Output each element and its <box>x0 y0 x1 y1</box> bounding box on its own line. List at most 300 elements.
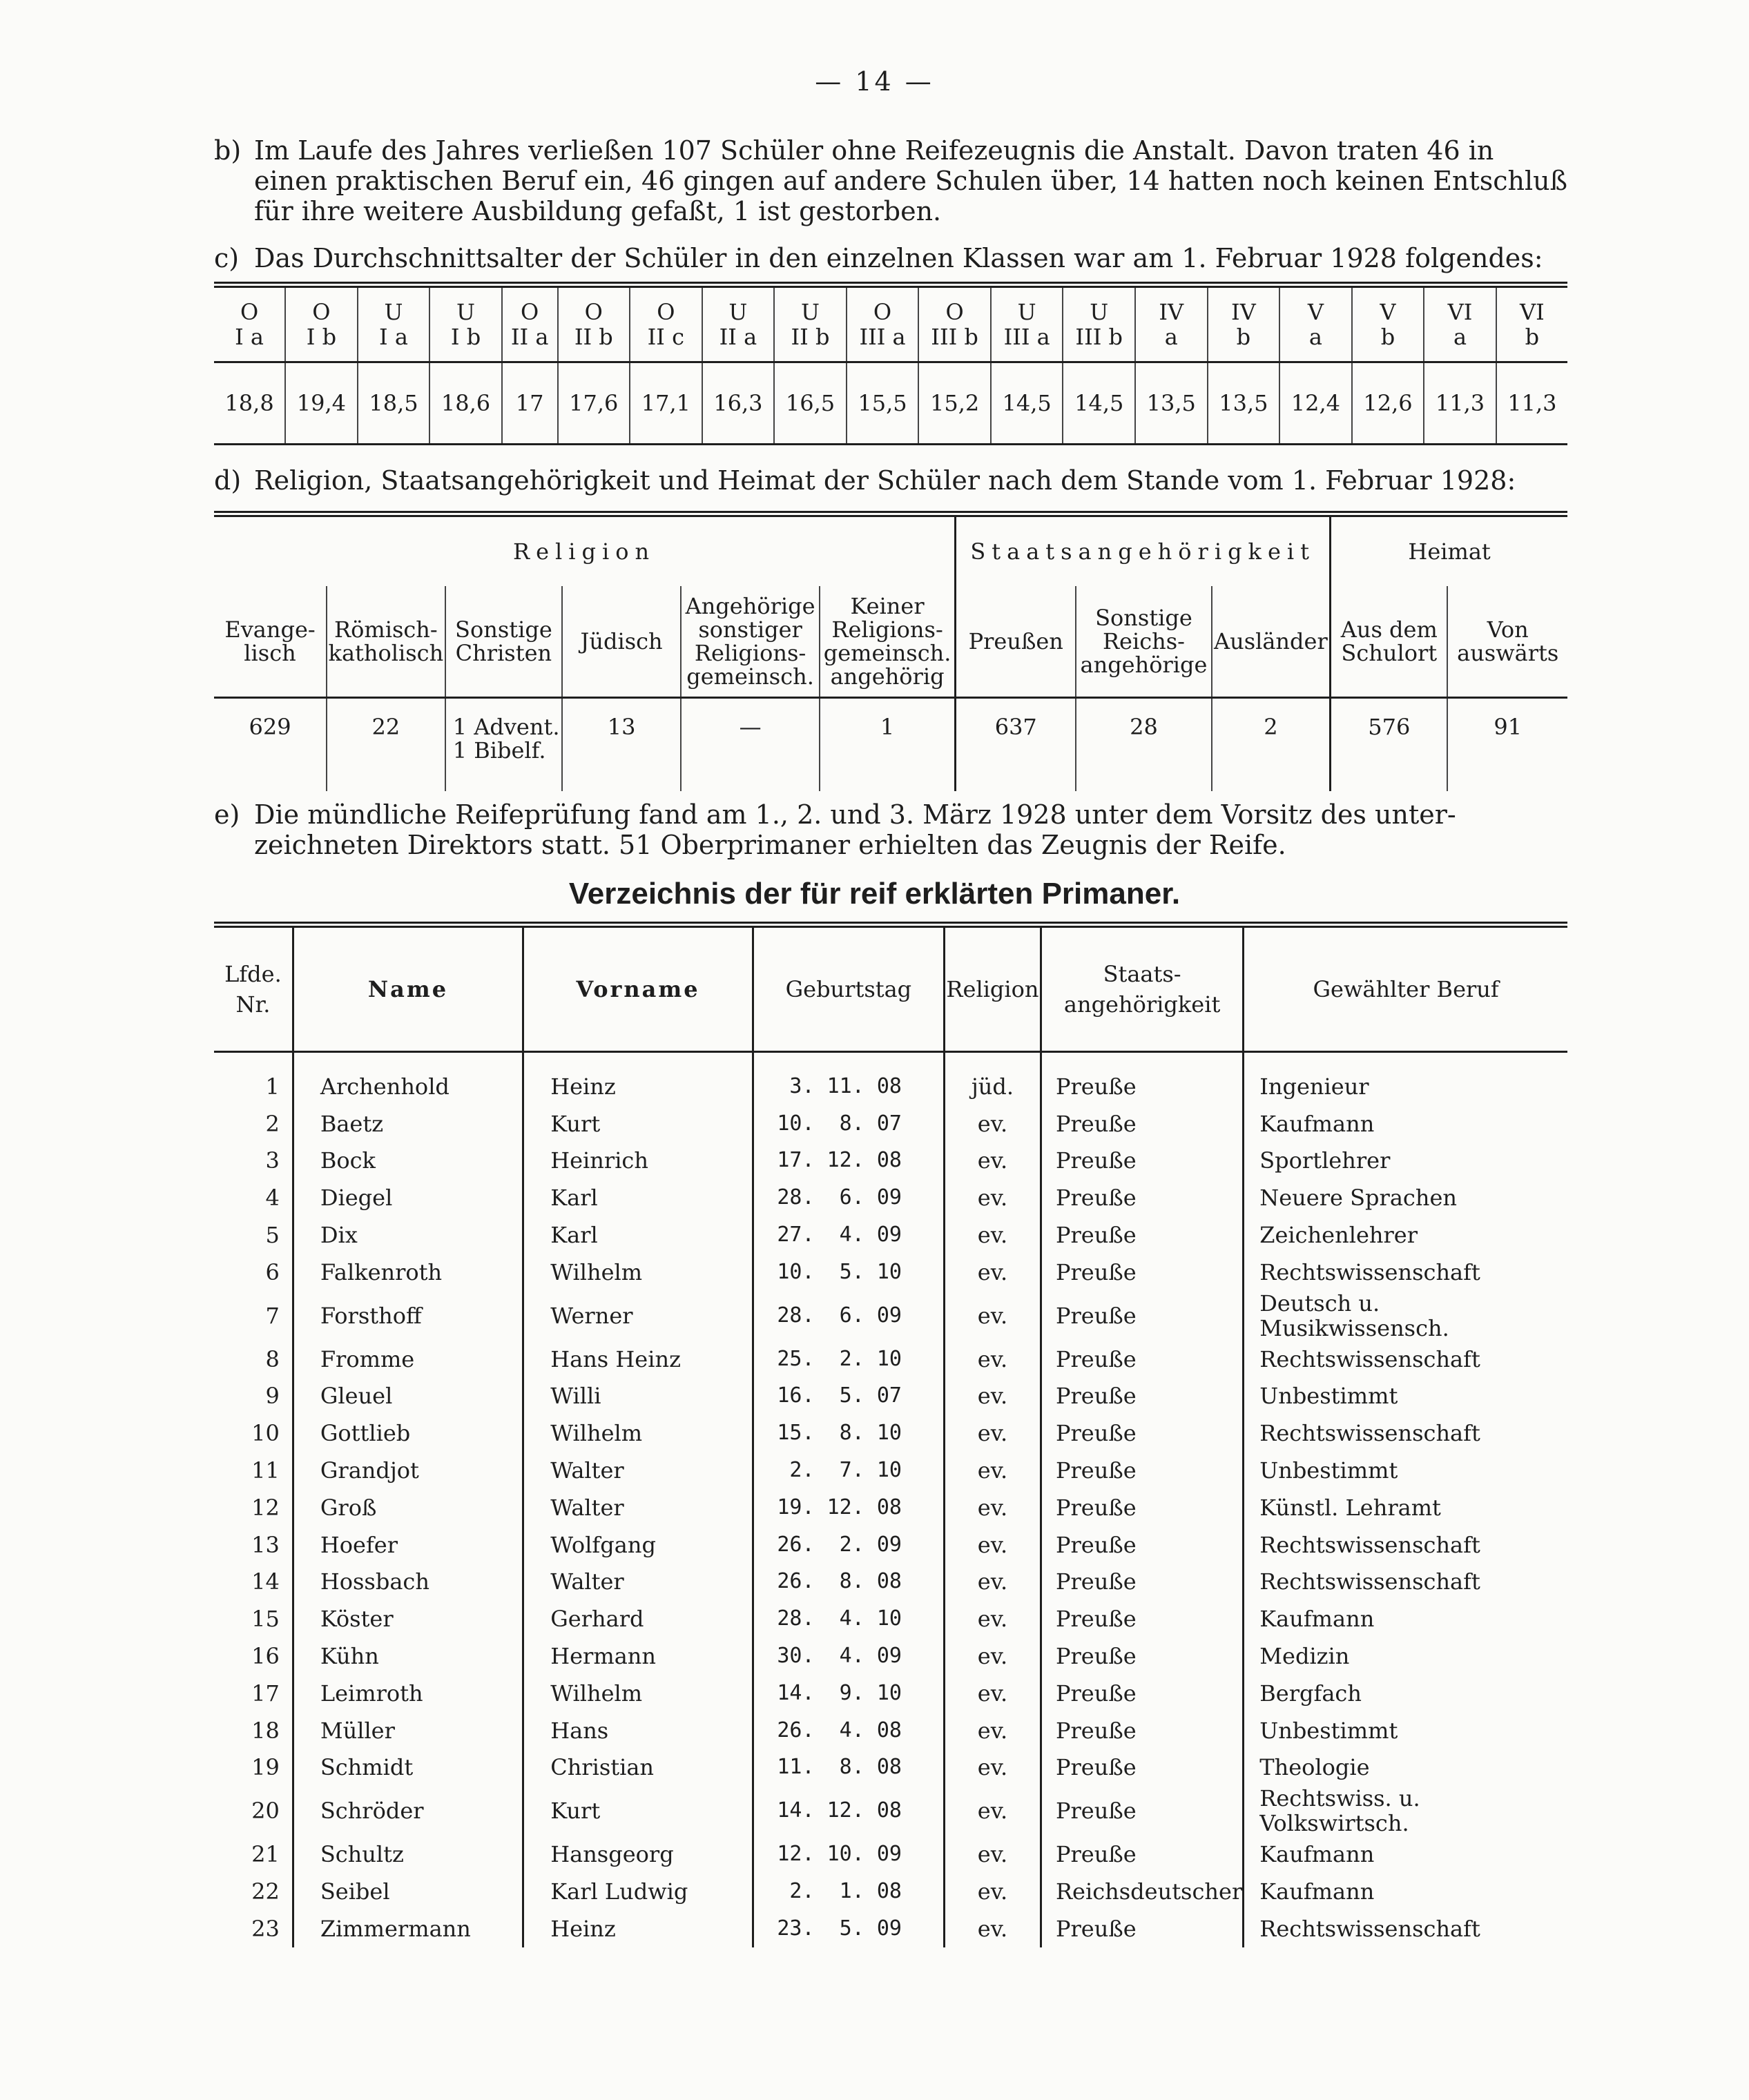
class-age: 17,6 <box>558 362 630 445</box>
header-line: katholisch <box>328 640 444 666</box>
class-bottom: III a <box>1003 324 1050 350</box>
paragraph-b <box>214 135 1567 226</box>
row-staatsangehoerigkeit: Preuße <box>1041 1143 1243 1180</box>
row-staatsangehoerigkeit: Preuße <box>1041 1452 1243 1489</box>
value-keiner: 1 <box>820 698 956 792</box>
class-top: O <box>945 299 964 325</box>
class-bottom: a <box>1164 324 1178 350</box>
row-vorname: Walter <box>523 1489 753 1526</box>
row-religion: ev. <box>945 1143 1041 1180</box>
row-vorname: Wilhelm <box>523 1675 753 1712</box>
row-name: Schultz <box>293 1836 523 1873</box>
row-geburtstag: 26. 2. 09 <box>753 1526 944 1564</box>
row-beruf: Unbestimmt <box>1244 1378 1567 1415</box>
class-age: 13,5 <box>1135 362 1208 445</box>
row-number: 19 <box>251 1754 280 1781</box>
row-geburtstag: 28. 6. 09 <box>753 1291 944 1341</box>
class-top: V <box>1380 299 1396 325</box>
row-religion: ev. <box>945 1216 1041 1254</box>
header-line: Von <box>1487 616 1529 643</box>
row-geburtstag: 26. 4. 08 <box>753 1712 944 1749</box>
class-age: 16,3 <box>702 362 775 445</box>
row-number: 4 <box>265 1185 280 1212</box>
row-beruf: Medizin <box>1244 1637 1567 1675</box>
class-top: O <box>521 299 539 325</box>
class-bottom: a <box>1308 324 1322 350</box>
row-vorname: Hermann <box>523 1637 753 1675</box>
paragraph-e <box>214 799 1567 860</box>
class-header <box>285 285 358 362</box>
row-staatsangehoerigkeit: Preuße <box>1041 1179 1243 1216</box>
row-beruf: Rechtswissenschaft <box>1244 1254 1567 1291</box>
row-staatsangehoerigkeit: Reichsdeutscher <box>1041 1873 1243 1910</box>
row-vorname: Walter <box>523 1452 753 1489</box>
table-row <box>214 1712 1567 1749</box>
header-line: Sonstige <box>455 616 552 643</box>
class-header <box>1424 285 1496 362</box>
table-row <box>214 1105 1567 1143</box>
row-vorname: Hans Heinz <box>523 1341 753 1378</box>
row-vorname: Karl Ludwig <box>523 1873 753 1910</box>
row-vorname: Karl <box>523 1216 753 1254</box>
row-staatsangehoerigkeit: Preuße <box>1041 1378 1243 1415</box>
row-number: 11 <box>251 1457 280 1484</box>
table-row <box>214 1414 1567 1452</box>
table-row <box>214 1786 1567 1836</box>
header-line: Sonstige <box>1095 605 1192 631</box>
row-religion: ev. <box>945 1291 1041 1341</box>
row-name: Diegel <box>293 1179 523 1216</box>
table-row <box>214 1341 1567 1378</box>
row-staatsangehoerigkeit: Preuße <box>1041 1526 1243 1564</box>
class-age: 11,3 <box>1424 362 1496 445</box>
class-age: 13,5 <box>1208 362 1280 445</box>
paragraph-d-text: Religion, Staatsangehörigkeit und Heimat der Schüler nach dem Stande vom 1. Februar 1928: <box>254 465 1516 496</box>
table-row <box>214 1179 1567 1216</box>
row-religion: ev. <box>945 1712 1041 1749</box>
row-number: 3 <box>265 1147 280 1174</box>
class-header <box>429 285 502 362</box>
row-vorname: Kurt <box>523 1786 753 1836</box>
row-staatsangehoerigkeit: Preuße <box>1041 1216 1243 1254</box>
religion-table-values-row <box>214 698 1567 792</box>
row-geburtstag: 28. 4. 10 <box>753 1600 944 1637</box>
paragraph-c-text: Das Durchschnittsalter der Schüler in den einzelnen Klassen war am 1. Februar 1928 folgendes: <box>254 243 1543 273</box>
row-staatsangehoerigkeit: Preuße <box>1041 1489 1243 1526</box>
header-line: Ausländer <box>1213 628 1328 654</box>
row-vorname: Hans <box>523 1712 753 1749</box>
row-name: Groß <box>293 1489 523 1526</box>
table-row <box>214 1452 1567 1489</box>
row-beruf: Rechtswissenschaft <box>1244 1414 1567 1452</box>
row-geburtstag: 15. 8. 10 <box>753 1414 944 1452</box>
row-religion: ev. <box>945 1526 1041 1564</box>
row-number: 10 <box>251 1420 280 1447</box>
row-religion: ev. <box>945 1675 1041 1712</box>
row-vorname: Heinrich <box>523 1143 753 1180</box>
row-staatsangehoerigkeit: Preuße <box>1041 1637 1243 1675</box>
row-number: 14 <box>251 1568 280 1595</box>
row-beruf: Rechtswissenschaft <box>1244 1564 1567 1601</box>
value-preussen: 637 <box>956 698 1076 792</box>
row-number: 20 <box>251 1798 280 1825</box>
header-line: Religions- <box>694 640 806 666</box>
header-vorname: Vorname <box>523 925 753 1052</box>
table-row <box>214 1910 1567 1947</box>
row-beruf: Kaufmann <box>1244 1105 1567 1143</box>
row-staatsangehoerigkeit: Preuße <box>1041 1414 1243 1452</box>
row-religion: ev. <box>945 1786 1041 1836</box>
header-juedisch <box>562 586 681 698</box>
row-number: 7 <box>265 1302 280 1329</box>
row-beruf: Rechtswissenschaft <box>1244 1526 1567 1564</box>
value-sonstige-christen-advent: 1 Advent. <box>452 714 560 740</box>
class-age: 15,5 <box>847 362 919 445</box>
class-age: 18,8 <box>214 362 285 445</box>
class-age: 11,3 <box>1496 362 1567 445</box>
class-age: 16,5 <box>774 362 847 445</box>
row-staatsangehoerigkeit: Preuße <box>1041 1341 1243 1378</box>
value-auslaender: 2 <box>1212 698 1331 792</box>
row-geburtstag: 14. 12. 08 <box>753 1786 944 1836</box>
header-preussen <box>956 586 1076 698</box>
class-top: IV <box>1159 299 1184 325</box>
paragraph-label: b) <box>214 135 242 166</box>
header-line: Evange- <box>224 616 316 643</box>
table-row <box>214 1637 1567 1675</box>
page-number: — 14 — <box>815 66 934 97</box>
row-geburtstag: 3. 11. 08 <box>753 1052 944 1105</box>
row-geburtstag: 26. 8. 08 <box>753 1564 944 1601</box>
row-religion: ev. <box>945 1105 1041 1143</box>
row-geburtstag: 10. 8. 07 <box>753 1105 944 1143</box>
table-row <box>214 1378 1567 1415</box>
class-bottom: II b <box>791 324 830 350</box>
row-geburtstag: 25. 2. 10 <box>753 1341 944 1378</box>
row-beruf: Theologie <box>1244 1749 1567 1787</box>
row-number: 13 <box>251 1531 280 1558</box>
class-header <box>1352 285 1424 362</box>
row-staatsangehoerigkeit: Preuße <box>1041 1564 1243 1601</box>
class-top: VI <box>1447 299 1473 325</box>
row-religion: ev. <box>945 1414 1041 1452</box>
row-geburtstag: 19. 12. 08 <box>753 1489 944 1526</box>
row-vorname: Kurt <box>523 1105 753 1143</box>
row-religion: ev. <box>945 1254 1041 1291</box>
header-line: Keiner <box>850 593 925 619</box>
header-angehoerigkeit: angehörigkeit <box>1063 991 1221 1018</box>
class-top: V <box>1307 299 1324 325</box>
row-geburtstag: 27. 4. 09 <box>753 1216 944 1254</box>
group-religion: Religion <box>513 538 656 565</box>
class-top: O <box>873 299 892 325</box>
row-name: Müller <box>293 1712 523 1749</box>
paragraph-d <box>214 465 1567 496</box>
class-header <box>358 285 430 362</box>
header-line: angehörig <box>830 663 945 690</box>
row-beruf: Neuere Sprachen <box>1244 1179 1567 1216</box>
class-age: 14,5 <box>991 362 1063 445</box>
row-name: Fromme <box>293 1341 523 1378</box>
row-beruf: Zeichenlehrer <box>1244 1216 1567 1254</box>
row-number: 21 <box>251 1841 280 1868</box>
row-name: Köster <box>293 1600 523 1637</box>
class-age: 12,4 <box>1279 362 1352 445</box>
table-row <box>214 1749 1567 1787</box>
header-staats: Staats- <box>1103 961 1181 987</box>
class-top: VI <box>1520 299 1545 325</box>
table-row <box>214 1291 1567 1341</box>
paragraph-label: c) <box>214 243 240 273</box>
row-geburtstag: 17. 12. 08 <box>753 1143 944 1180</box>
paragraph-label: d) <box>214 465 242 496</box>
paragraph-c <box>214 243 1567 273</box>
row-vorname: Wolfgang <box>523 1526 753 1564</box>
paragraph-e-line1: Die mündliche Reifeprüfung fand am 1., 2. und 3. März 1928 unter dem Vorsitz des unter- <box>254 799 1456 830</box>
row-geburtstag: 11. 8. 08 <box>753 1749 944 1787</box>
header-beruf: Gewählter Beruf <box>1244 925 1567 1052</box>
row-religion: ev. <box>945 1378 1041 1415</box>
header-auslaender <box>1212 586 1331 698</box>
class-bottom: II b <box>574 324 613 350</box>
row-beruf: Künstl. Lehramt <box>1244 1489 1567 1526</box>
row-staatsangehoerigkeit: Preuße <box>1041 1052 1243 1105</box>
row-vorname: Wilhelm <box>523 1254 753 1291</box>
class-bottom: III a <box>859 324 906 350</box>
row-beruf: Kaufmann <box>1244 1836 1567 1873</box>
row-name: Baetz <box>293 1105 523 1143</box>
class-bottom: b <box>1236 324 1251 350</box>
row-number: 22 <box>251 1878 280 1905</box>
row-staatsangehoerigkeit: Preuße <box>1041 1105 1243 1143</box>
row-religion: ev. <box>945 1452 1041 1489</box>
row-name: Kühn <box>293 1637 523 1675</box>
class-bottom: I b <box>306 324 337 350</box>
row-staatsangehoerigkeit: Preuße <box>1041 1786 1243 1836</box>
header-line: Religions- <box>831 616 943 643</box>
row-beruf: Ingenieur <box>1244 1052 1567 1105</box>
table-row <box>214 1254 1567 1291</box>
header-schulort <box>1331 586 1448 698</box>
row-vorname: Christian <box>523 1749 753 1787</box>
class-bottom: III b <box>1075 324 1123 350</box>
class-top: IV <box>1230 299 1256 325</box>
row-beruf: Kaufmann <box>1244 1873 1567 1910</box>
class-header <box>918 285 991 362</box>
row-vorname: Hansgeorg <box>523 1836 753 1873</box>
class-top: U <box>384 299 403 325</box>
row-number: 5 <box>265 1222 280 1249</box>
row-geburtstag: 30. 4. 09 <box>753 1637 944 1675</box>
primaner-table-header-row <box>214 925 1567 1052</box>
class-header <box>630 285 702 362</box>
row-name: Gottlieb <box>293 1414 523 1452</box>
class-bottom: I a <box>235 324 264 350</box>
header-line: lisch <box>244 640 296 666</box>
class-top: O <box>584 299 603 325</box>
table-row <box>214 1143 1567 1180</box>
class-top: U <box>1017 299 1036 325</box>
row-number: 6 <box>265 1258 280 1285</box>
table-row <box>214 1489 1567 1526</box>
header-staatsangehoerigkeit <box>1041 925 1243 1052</box>
class-age: 17,1 <box>630 362 702 445</box>
value-sonstige-reich: 28 <box>1076 698 1211 792</box>
class-bottom: I a <box>379 324 408 350</box>
table-row <box>214 1216 1567 1254</box>
class-header <box>1208 285 1280 362</box>
header-lfde: Lfde. <box>224 961 282 987</box>
value-auswaerts: 91 <box>1447 698 1567 792</box>
class-header <box>847 285 919 362</box>
row-name: Schröder <box>293 1786 523 1836</box>
header-line: auswärts <box>1457 640 1559 666</box>
class-bottom: b <box>1525 324 1540 350</box>
row-number: 16 <box>251 1643 280 1670</box>
value-schulort: 576 <box>1331 698 1448 792</box>
group-heimat: Heimat <box>1331 514 1567 587</box>
value-roemisch: 22 <box>327 698 445 792</box>
header-line: angehörige <box>1080 652 1208 678</box>
row-number: 1 <box>265 1073 280 1100</box>
row-staatsangehoerigkeit: Preuße <box>1041 1254 1243 1291</box>
class-header <box>991 285 1063 362</box>
row-beruf: Rechtswiss. u. Volkswirtsch. <box>1244 1786 1567 1836</box>
class-top: U <box>800 299 820 325</box>
header-sonstige-christen <box>445 586 562 698</box>
row-religion: jüd. <box>945 1052 1041 1105</box>
row-vorname: Karl <box>523 1179 753 1216</box>
header-sonstige-reich <box>1076 586 1211 698</box>
age-table-header-row <box>214 285 1567 362</box>
class-top: U <box>1090 299 1109 325</box>
row-geburtstag: 28. 6. 09 <box>753 1179 944 1216</box>
class-header <box>1135 285 1208 362</box>
class-top: U <box>728 299 748 325</box>
paragraph-b-rest: einen praktischen Beruf ein, 46 gingen auf andere Schulen über, 14 hatten noch keinen Entschluß für ihre weitere Ausbildung gefaßt, 1 ist gestorben. <box>254 166 1567 226</box>
header-religion: Religion <box>945 925 1041 1052</box>
class-age: 18,5 <box>358 362 430 445</box>
table-row <box>214 1600 1567 1637</box>
row-number: 23 <box>251 1915 280 1942</box>
row-geburtstag: 14. 9. 10 <box>753 1675 944 1712</box>
value-angehoerige: — <box>681 698 820 792</box>
class-header <box>1496 285 1567 362</box>
header-line: Preußen <box>968 628 1063 654</box>
row-beruf: Bergfach <box>1244 1675 1567 1712</box>
class-bottom: b <box>1380 324 1395 350</box>
row-beruf: Unbestimmt <box>1244 1452 1567 1489</box>
value-sonstige-christen-bibelf: 1 Bibelf. <box>452 737 546 764</box>
class-header <box>214 285 285 362</box>
row-vorname: Gerhard <box>523 1600 753 1637</box>
header-line: Römisch- <box>334 616 438 643</box>
row-name: Hoefer <box>293 1526 523 1564</box>
row-religion: ev. <box>945 1637 1041 1675</box>
row-religion: ev. <box>945 1836 1041 1873</box>
value-sonstige-christen <box>445 698 562 792</box>
primaner-table <box>214 922 1567 1947</box>
header-line: gemeinsch. <box>686 663 814 690</box>
row-number: 12 <box>251 1494 280 1521</box>
row-number: 2 <box>265 1110 280 1137</box>
row-religion: ev. <box>945 1749 1041 1787</box>
class-top: O <box>657 299 675 325</box>
row-vorname: Werner <box>523 1291 753 1341</box>
row-number: 9 <box>265 1383 280 1410</box>
row-vorname: Willi <box>523 1378 753 1415</box>
header-lfde-nr <box>214 925 293 1052</box>
row-vorname: Heinz <box>523 1910 753 1947</box>
header-nr: Nr. <box>235 991 271 1018</box>
group-staatsangehoerigkeit: Staatsangehörigkeit <box>956 514 1331 587</box>
row-name: Forsthoff <box>293 1291 523 1341</box>
header-name: Name <box>293 925 523 1052</box>
class-top: O <box>240 299 259 325</box>
row-beruf: Deutsch u. Musikwissensch. <box>1244 1291 1567 1341</box>
row-geburtstag: 2. 1. 08 <box>753 1873 944 1910</box>
religion-table <box>214 511 1567 791</box>
religion-table-subheader-row <box>214 586 1567 698</box>
class-header <box>702 285 775 362</box>
row-vorname: Wilhelm <box>523 1414 753 1452</box>
class-age: 15,2 <box>918 362 991 445</box>
row-religion: ev. <box>945 1910 1041 1947</box>
class-bottom: II a <box>719 324 757 350</box>
row-religion: ev. <box>945 1489 1041 1526</box>
class-bottom: a <box>1453 324 1467 350</box>
table-row <box>214 1873 1567 1910</box>
header-line: Angehörige <box>685 593 815 619</box>
class-age: 12,6 <box>1352 362 1424 445</box>
value-juedisch: 13 <box>562 698 681 792</box>
class-header <box>774 285 847 362</box>
paragraph-e-rest: zeichneten Direktors statt. 51 Oberprimaner erhielten das Zeugnis der Reife. <box>254 830 1286 860</box>
row-religion: ev. <box>945 1179 1041 1216</box>
row-name: Grandjot <box>293 1452 523 1489</box>
row-beruf: Rechtswissenschaft <box>1244 1910 1567 1947</box>
header-keiner <box>820 586 956 698</box>
row-geburtstag: 2. 7. 10 <box>753 1452 944 1489</box>
row-beruf: Unbestimmt <box>1244 1712 1567 1749</box>
row-name: Archenhold <box>293 1052 523 1105</box>
row-staatsangehoerigkeit: Preuße <box>1041 1910 1243 1947</box>
row-geburtstag: 23. 5. 09 <box>753 1910 944 1947</box>
header-evangelisch <box>214 586 327 698</box>
class-header <box>502 285 558 362</box>
religion-table-group-row <box>214 514 1567 587</box>
row-number: 8 <box>265 1345 280 1372</box>
class-bottom: II a <box>510 324 549 350</box>
row-number: 15 <box>251 1606 280 1633</box>
row-name: Hossbach <box>293 1564 523 1601</box>
header-line: Jüdisch <box>580 628 663 654</box>
table-row <box>214 1564 1567 1601</box>
row-religion: ev. <box>945 1564 1041 1601</box>
row-vorname: Heinz <box>523 1052 753 1105</box>
table-row <box>214 1052 1567 1105</box>
table-row <box>214 1526 1567 1564</box>
class-age: 17 <box>502 362 558 445</box>
row-number: 18 <box>251 1717 280 1744</box>
primaner-table-body <box>214 1052 1567 1947</box>
age-table-values-row <box>214 362 1567 445</box>
header-line: Reichs- <box>1102 628 1185 654</box>
header-line: Aus dem <box>1340 616 1438 643</box>
row-geburtstag: 12. 10. 09 <box>753 1836 944 1873</box>
class-top: U <box>456 299 476 325</box>
row-name: Dix <box>293 1216 523 1254</box>
